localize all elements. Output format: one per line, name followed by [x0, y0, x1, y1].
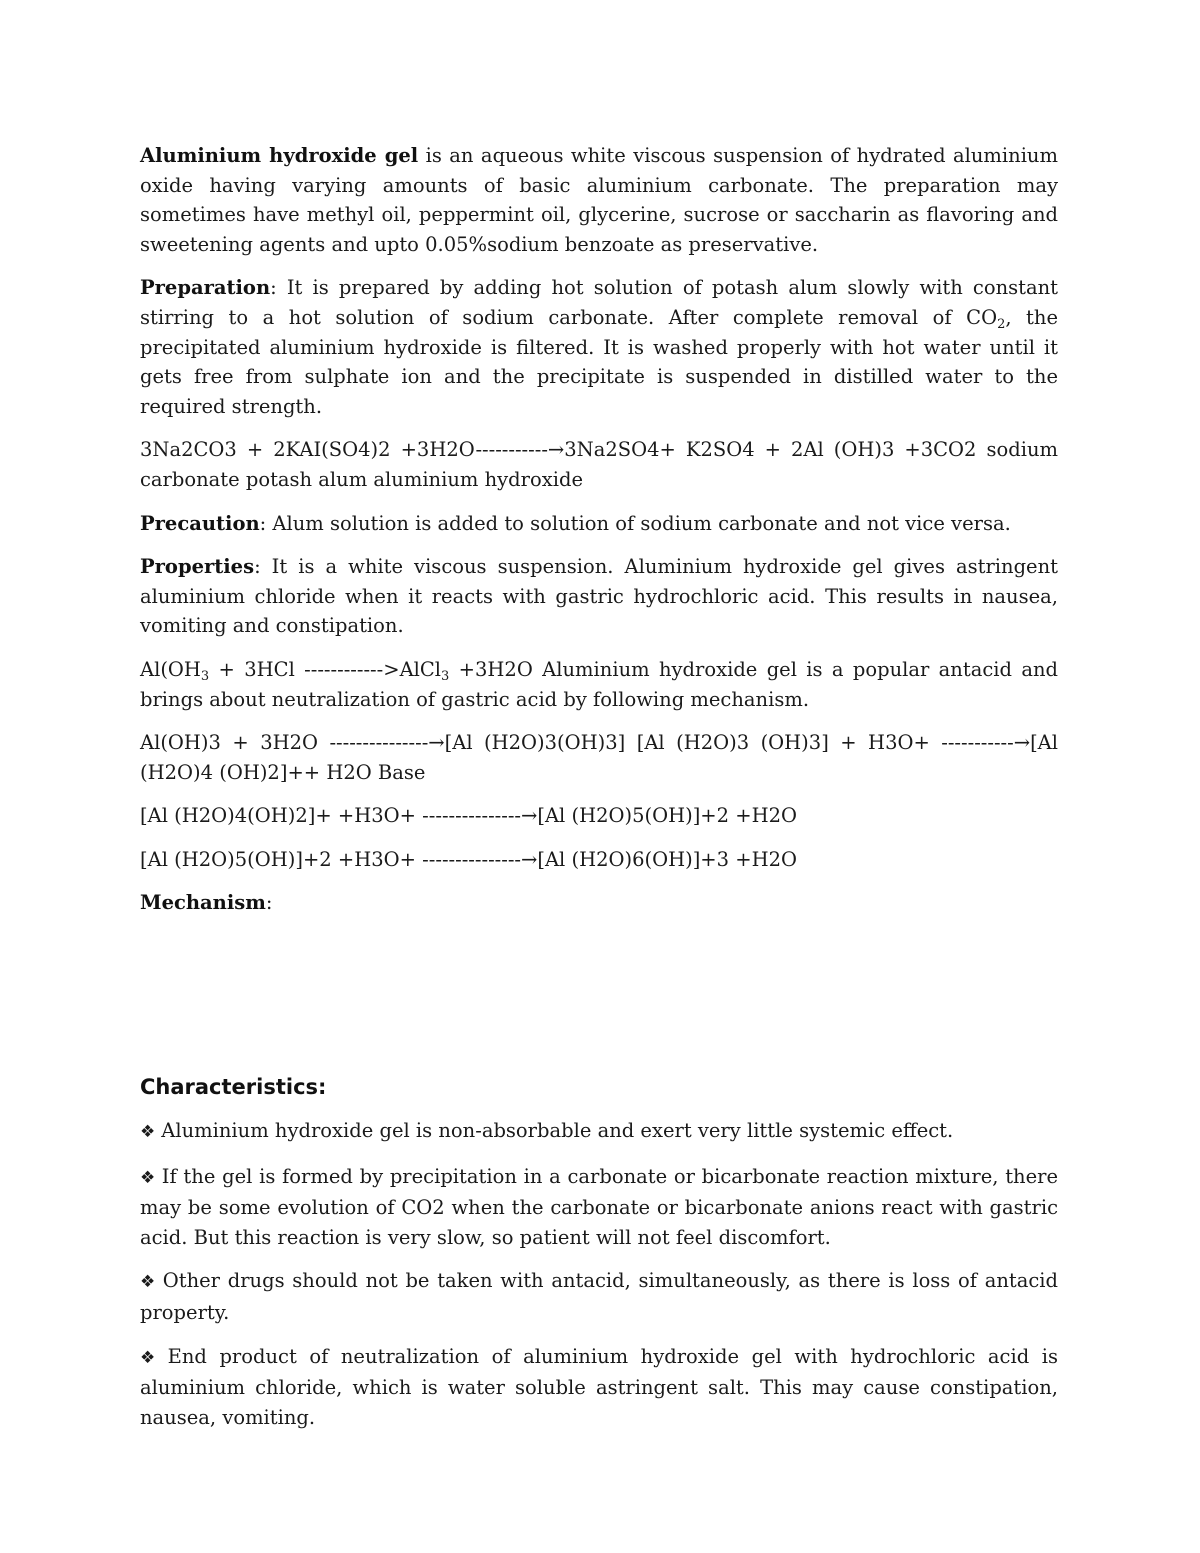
equation-2-part-3: +3H2O Aluminium hydroxide gel is a popular antacid and brings about neutralization of gastric acid by following mechanism. — [140, 657, 1058, 711]
diamond-bullet-icon: ❖ — [140, 1122, 156, 1143]
mechanism-blank-space — [140, 932, 1058, 1072]
equation-2-part-2: + 3HCl ------------>AlCl — [209, 657, 442, 681]
properties-paragraph — [140, 552, 1058, 641]
equation-1: 3Na2CO3 + 2KAI(SO4)2 +3H2O-----------→3Na2SO4+ K2SO4 + 2Al (OH)3 +3CO2 sodium carbonate potash alum aluminium hydroxide — [140, 438, 1058, 491]
equation-3: Al(OH)3 + 3H2O ---------------→[Al (H2O)3(OH)3] [Al (H2O)3 (OH)3] + H3O+ -----------→[Al (H2O)4 (OH)2]++ H2O Base — [140, 731, 1058, 784]
intro-paragraph — [140, 141, 1058, 259]
equation-2-sub-1: 3 — [200, 668, 210, 684]
preparation-text-1: : It is prepared by adding hot solution of potash alum slowly with constant stirring to a hot solution of sodium carbonate. After complete removal of CO — [140, 276, 1058, 329]
characteristics-heading: Characteristics: — [140, 1075, 327, 1100]
mechanism-suffix: : — [265, 891, 273, 915]
document-page — [140, 141, 1058, 1446]
properties-text: : It is a white viscous suspension. Aluminium hydroxide gel gives astringent aluminium chloride when it reacts with gastric hydrochloric acid. This results in nausea, vomiting and constipation. — [140, 555, 1058, 638]
preparation-label: Preparation — [140, 276, 271, 300]
characteristic-item-1 — [140, 1116, 1058, 1148]
preparation-text-2: , the precipitated aluminium hydroxide is filtered. It is washed properly with hot water until it gets free from sulphate ion and the precipitate is suspended in distilled water to the required strength. — [140, 305, 1058, 418]
mechanism-label: Mechanism — [140, 891, 266, 915]
properties-label: Properties — [140, 555, 255, 579]
characteristic-item-2 — [140, 1162, 1058, 1253]
co2-subscript: 2 — [997, 316, 1006, 332]
precaution-text: : Alum solution is added to solution of sodium carbonate and not vice versa. — [259, 511, 1011, 535]
intro-term: Aluminium hydroxide gel — [140, 144, 419, 167]
equation-2-part-1: Al(OH — [140, 657, 201, 681]
precaution-label: Precaution — [140, 511, 260, 535]
diamond-bullet-icon: ❖ — [140, 1347, 162, 1368]
diamond-bullet-icon: ❖ — [140, 1272, 157, 1293]
characteristic-text-4: End product of neutralization of aluminium hydroxide gel with hydrochloric acid is aluminium chloride, which is water soluble astringent salt. This may cause constipation, nausea, vomiting. — [140, 1344, 1058, 1429]
characteristic-text-3: Other drugs should not be taken with antacid, simultaneously, as there is loss of antacid property. — [140, 1269, 1058, 1325]
equation-4: [Al (H2O)4(OH)2]+ +H3O+ ---------------→[Al (H2O)5(OH)]+2 +H2O — [140, 804, 797, 828]
mechanism-paragraph — [140, 888, 1058, 918]
preparation-paragraph — [140, 273, 1058, 421]
diamond-bullet-icon: ❖ — [140, 1167, 156, 1188]
precaution-paragraph — [140, 509, 1058, 539]
equation-5: [Al (H2O)5(OH)]+2 +H3O+ ---------------→[Al (H2O)6(OH)]+3 +H2O — [140, 847, 797, 871]
equation-2-sub-2: 3 — [441, 668, 450, 684]
equation-2 — [140, 655, 1058, 714]
characteristic-text-2: If the gel is formed by precipitation in a carbonate or bicarbonate reaction mixture, there may be some evolution of CO2 when the carbonate or bicarbonate anions react with gastric acid. But this reaction is very slow, so patient will not feel discomfort. — [140, 1164, 1058, 1249]
characteristic-item-3 — [140, 1266, 1058, 1327]
intro-text: is an aqueous white viscous suspension of hydrated aluminium oxide having varying amounts of basic aluminium carbonate. The preparation may sometimes have methyl oil, peppermint oil, glycerine, sucrose or saccharin as flavoring and sweetening agents and upto 0.05%sodium benzoate as preservative. — [140, 144, 1058, 256]
characteristic-text-1: Aluminium hydroxide gel is non-absorbable and exert very little systemic effect. — [161, 1119, 954, 1143]
characteristic-item-4 — [140, 1342, 1058, 1433]
